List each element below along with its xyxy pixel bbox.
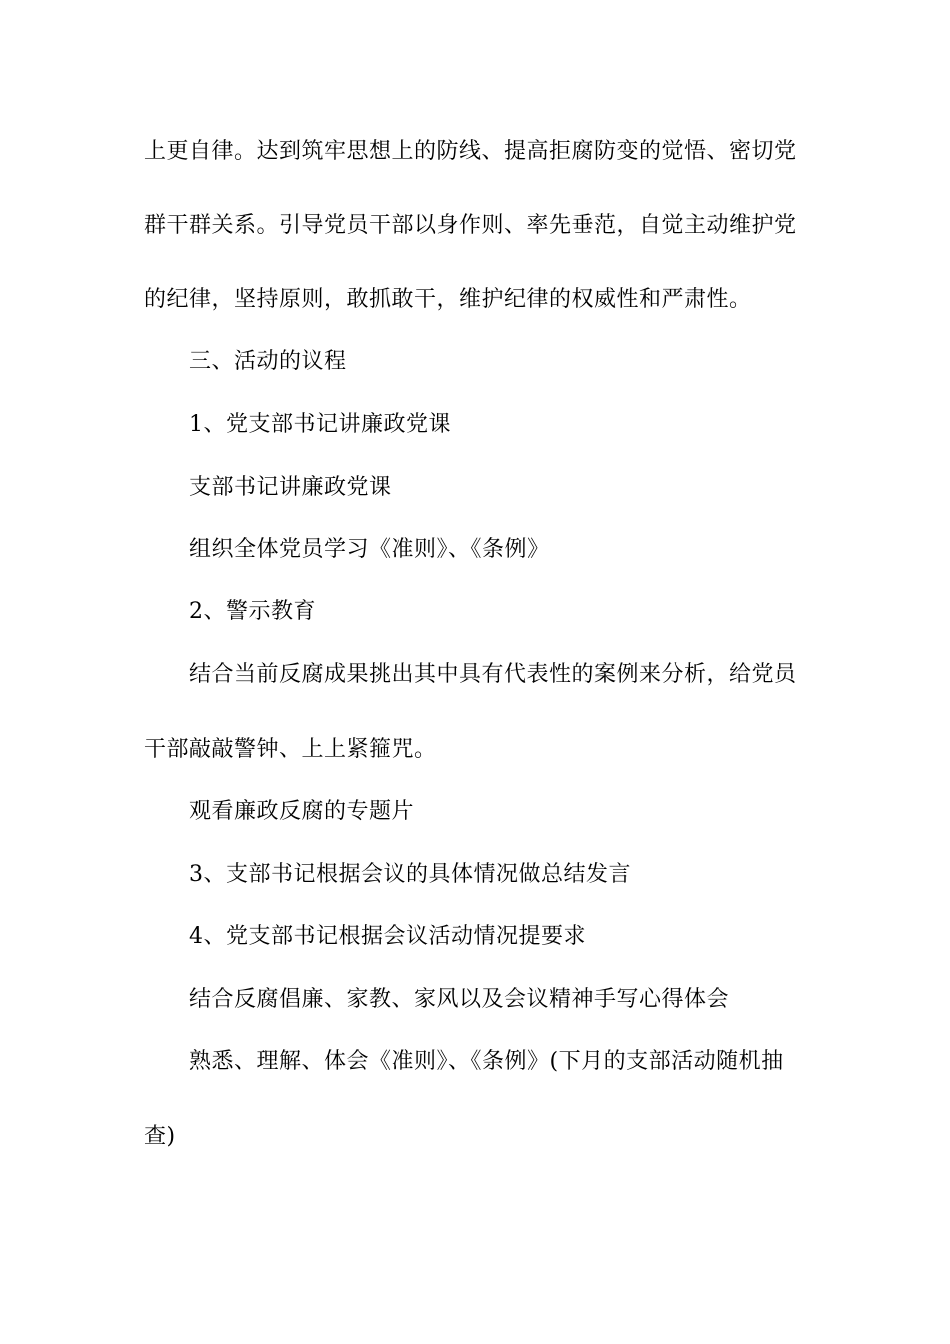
paragraph-line: 的纪律，坚持原则，敢抓敢干，维护纪律的权威性和严肃性。 <box>144 287 752 312</box>
paragraph-line: 查) <box>144 1124 176 1149</box>
paragraph-line: 结合反腐倡廉、家教、家风以及会议精神手写心得体会 <box>189 987 730 1012</box>
agenda-item-heading: 1、党支部书记讲廉政党课 <box>189 412 451 437</box>
paragraph-line: 组织全体党员学习《准则》、《条例》 <box>189 537 550 562</box>
paragraph-line: 上更自律。达到筑牢思想上的防线、提高拒腐防变的觉悟、密切党 <box>144 139 797 164</box>
paragraph-line: 结合当前反腐成果挑出其中具有代表性的案例来分析，给党员 <box>189 662 797 687</box>
agenda-item-heading: 4、党支部书记根据会议活动情况提要求 <box>189 924 586 949</box>
section-heading: 三、活动的议程 <box>189 349 347 374</box>
paragraph-line: 观看廉政反腐的专题片 <box>189 799 415 824</box>
agenda-item-heading: 3、支部书记根据会议的具体情况做总结发言 <box>189 862 631 887</box>
paragraph-line: 干部敲敲警钟、上上紧箍咒。 <box>144 737 437 762</box>
agenda-item-heading: 2、警示教育 <box>189 599 316 624</box>
paragraph-line: 群干群关系。引导党员干部以身作则、率先垂范，自觉主动维护党 <box>144 213 797 238</box>
paragraph-line: 支部书记讲廉政党课 <box>189 475 392 500</box>
paragraph-line: 熟悉、理解、体会《准则》、《条例》(下月的支部活动随机抽 <box>189 1049 784 1074</box>
